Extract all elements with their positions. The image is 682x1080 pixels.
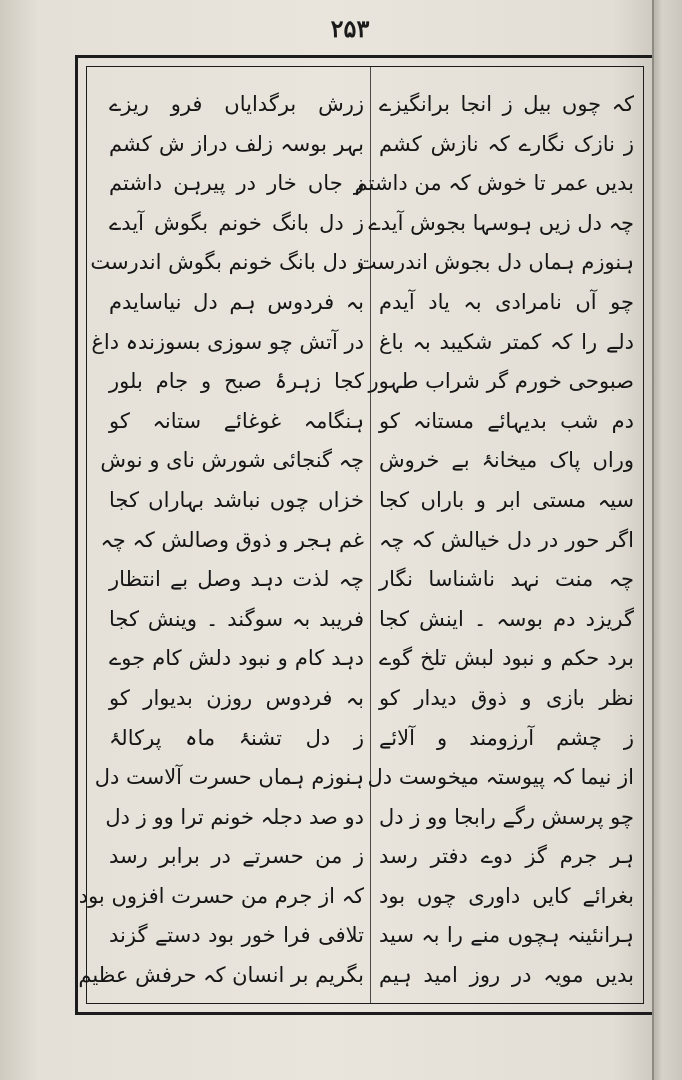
left-verse-line: کجا زہرۂ صبح و جام بلور xyxy=(109,369,364,394)
left-verse-line: دو صد دجلہ خونم ترا وو ز دل xyxy=(105,804,364,829)
left-verse-line: دہد کام و نبود دلش کام جوے xyxy=(109,646,364,671)
right-verse-line: بغرائے کایں داوری چوں بود xyxy=(379,883,634,908)
left-verse-line: ہنگامہ غوغائے ستانہ کو xyxy=(109,408,364,433)
right-verse-line: از نیما کہ پیوستہ میخوست دل xyxy=(367,765,634,790)
left-verse-line: خزاں چوں نباشد بہاراں کجا xyxy=(109,487,364,512)
right-verse-line: ز چشم آرزومند و آلائے xyxy=(379,725,634,750)
left-verse-column xyxy=(78,85,364,996)
right-verse-line: کہ چوں بیل ز انجا برانگیزے xyxy=(379,92,634,116)
left-verse-line: ز من حسرتے در برابر رسد xyxy=(109,844,364,869)
left-verse-line: تلافی فرا خور بود دستے گزند xyxy=(109,923,364,948)
left-verse-line: ز دل بانگ خونم بگوش اندرست xyxy=(90,250,364,275)
right-verse-line: بدیں عمر تا خوش کہ من داشتم xyxy=(354,171,634,196)
text-frame-inner xyxy=(78,66,644,1004)
left-verse-line: بگریم بر انسان کہ حرفش عظیم xyxy=(78,963,364,988)
left-verse-line: ز دل تشنۂ ماہ پرکالۂ xyxy=(109,725,364,750)
right-verse-line: چہ دل زیں ہوسہا بجوش آیدے xyxy=(368,210,634,235)
text-frame-outer xyxy=(75,55,655,1015)
left-verse-line: فریبد بہ سوگند ۔ وینش کجا xyxy=(109,606,364,631)
right-verse-column xyxy=(354,85,634,996)
left-verse-line: کہ از جرم من حسرت افزوں بود xyxy=(78,883,364,908)
right-verse-line: ز نازک نگارے کہ نازش کشم xyxy=(379,131,634,156)
right-verse-line: ہرانئینہ ہچوں منے را بہ سید xyxy=(379,923,634,948)
left-verse-line: زرش برگدایاں فرو ریزے xyxy=(109,92,364,116)
page-number: ۲۵۳ xyxy=(330,14,370,43)
left-verse-line: در آتش چو سوزی بسوزندہ داغ xyxy=(91,329,364,354)
right-verse-line: سیہ مستی ابر و باراں کجا xyxy=(379,487,634,512)
left-verse-line: ز دل بانگ خونم بگوش آیدے xyxy=(109,210,364,235)
right-verse-line: ہر جرم گز دوے دفتر رسد xyxy=(379,844,634,869)
book-page-edge xyxy=(652,0,682,1080)
right-verse-line: نظر بازی و ذوق دیدار کو xyxy=(379,685,634,710)
right-verse-line: بدیں مویہ در روز امید ہیم xyxy=(379,963,634,988)
left-verse-line: چہ گنجائی شورش نای و نوش xyxy=(100,448,364,473)
right-verse-line: برد حکم و نبود لبش تلخ گوے xyxy=(379,646,634,671)
right-verse-line: وراں پاک میخانۂ بے خروش xyxy=(379,448,634,473)
right-verse-line: ہنوزم ہماں دل بجوش اندرست xyxy=(356,250,634,275)
left-verse-line: بہر بوسہ زلف دراز ش کشم xyxy=(109,131,364,156)
right-verse-line: گریزد دم بوسہ ۔ اینش کجا xyxy=(379,606,634,631)
right-verse-line: چو پرسش رگے رابجا وو ز دل xyxy=(379,804,634,829)
right-verse-line: دلے را کہ کمتر شکیبد بہ باغ xyxy=(379,329,634,354)
right-verse-line: چو آں نامرادی بہ یاد آیدم xyxy=(379,289,634,314)
left-verse-line: غم ہجر و ذوق وصالش کہ چہ xyxy=(100,527,364,552)
left-verse-line: بہ فردوس روزن بدیوار کو xyxy=(109,685,364,710)
right-verse-line: دم شب بدیہائے مستانہ کو xyxy=(379,408,634,433)
right-verse-line: صبوحی خورم گر شراب طہور xyxy=(368,369,634,394)
right-verse-line: چہ منت نہد ناشناسا نگار xyxy=(379,567,634,592)
right-verse-line: اگر حور در دل خیالش کہ چہ xyxy=(379,527,634,552)
left-verse-line: ہنوزم ہماں حسرت آلاست دل xyxy=(94,765,364,790)
left-verse-line: چہ لذت دہد وصل بے انتظار xyxy=(109,567,364,592)
left-verse-line: ز جاں خار در پیرہن داشتم xyxy=(109,171,364,196)
left-verse-line: بہ فردوس ہم دل نیاسایدم xyxy=(109,289,364,314)
